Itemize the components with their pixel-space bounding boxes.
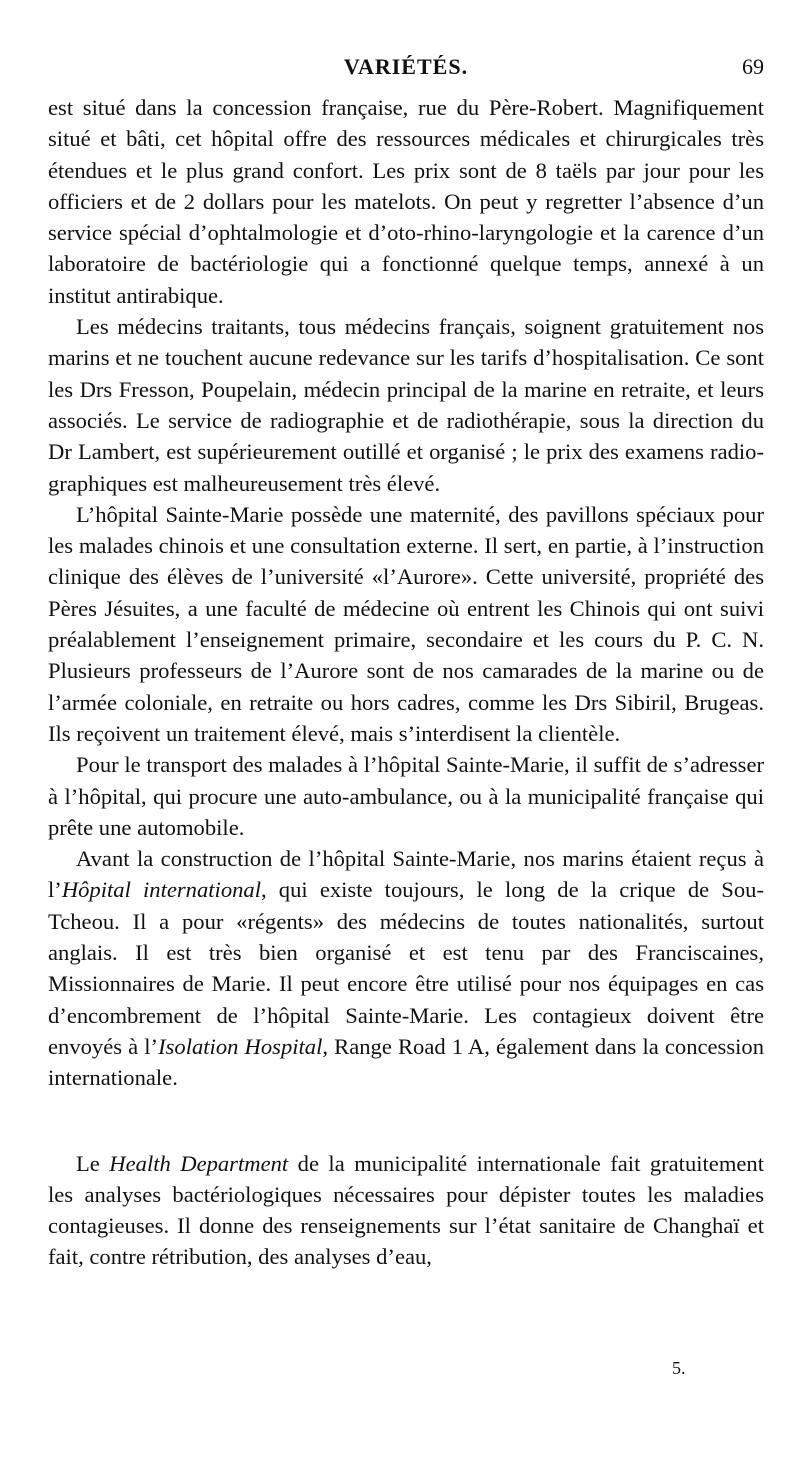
signature-mark: 5. (672, 1358, 686, 1378)
paragraph-4: Pour le transport des malades à l’hôpital Sainte-Marie, il suffit de s’adresser à l’hôpital, qui procure une auto-ambulance, ou à la municipalité française qui prête une automobile. (48, 752, 764, 840)
paragraph-5 (48, 843, 764, 1093)
paragraph-5-part-a: Avant la construction de l’hôpital Sainte-Marie, nos marins étaient reçus à l’ (48, 846, 764, 903)
paragraph-6-part-a: Le (76, 1150, 110, 1176)
paragraph-5-part-c: , qui existe toujours, le long de la crique de Sou-Tcheou. Il a pour «régents» des médecins de toutes nationalités, surtout anglais. Il est très bien organisé et est tenu par des Franciscaines, Missionnaires de Marie. Il peut encore être utilisé pour nos équipages en cas d’encombrement de l’hôpital Sainte-Marie. Les contagieux doivent être envoyés à l’ (48, 877, 764, 1059)
hopital-international-italic: Hôpital international (61, 877, 261, 903)
running-title: VARIÉTÉS. (343, 54, 469, 79)
health-department-italic: Health Department (109, 1150, 289, 1176)
page-header (48, 54, 764, 90)
page-number: 69 (742, 54, 764, 79)
body-text (48, 92, 764, 1273)
paragraph-6-part-c: de la municipalité internationale fait gratuitement les analyses bactériologiques nécessaires pour dépister toutes les maladies contagieuses. Il donne des renseignements sur l’état sanitaire de Changhaï et fait, contre rétribution, des analyses d’eau, (48, 1150, 764, 1270)
paragraph-3: L’hôpital Sainte-Marie possède une maternité, des pavillons spéciaux pour les malades chinois et une consultation externe. Il sert, en partie, à l’instruction clinique des élèves de l’université «l’Aurore». Cette université, propriété des Pères Jésuites, a une faculté de médecine où entrent les Chinois qui ont suivi préalablement l’enseignement primaire, secondaire et les cours du P. C. N. Plusieurs professeurs de l’Aurore sont de nos camarades de la marine ou de l’armée coloniale, en retraite ou hors cadres, comme les Drs Sibiril, Brugeas. Ils reçoivent un traitement élevé, mais s’interdisent la clientèle. (48, 501, 764, 746)
paragraph-6 (48, 1148, 764, 1273)
paragraph-2: Les médecins traitants, tous médecins français, soignent gratuitement nos marins et ne touchent aucune redevance sur les tarifs d’hospitalisation. Ce sont les Drs Fresson, Poupelain, médecin principal de la marine en retraite, et leurs associés. Le service de radiographie et de radiothérapie, sous la direction du Dr Lambert, est supérieurement outillé et organisé ; le prix des examens radiographiques est malheureusement très élevé. (48, 314, 764, 496)
isolation-hospital-italic: Isolation Hospital (158, 1033, 323, 1059)
paragraph-5-part-e: , Range Road 1 A, également dans la concession internationale. (48, 1033, 764, 1091)
paragraph-1: est situé dans la concession française, rue du Père-Robert. Magnifiquement situé et bâti, cet hôpital offre des ressources médicales et chirurgicales très étendues et le plus grand confort. Les prix sont de 8 taëls par jour pour les officiers et de 2 dollars pour les matelots. On peut y regretter l’absence d’un service spécial d’ophtalmologie et d’oto-rhino-laryngologie et la carence d’un laboratoire de bactériologie qui a fonctionné quelque temps, annexé à un institut antirabique. (48, 95, 764, 308)
